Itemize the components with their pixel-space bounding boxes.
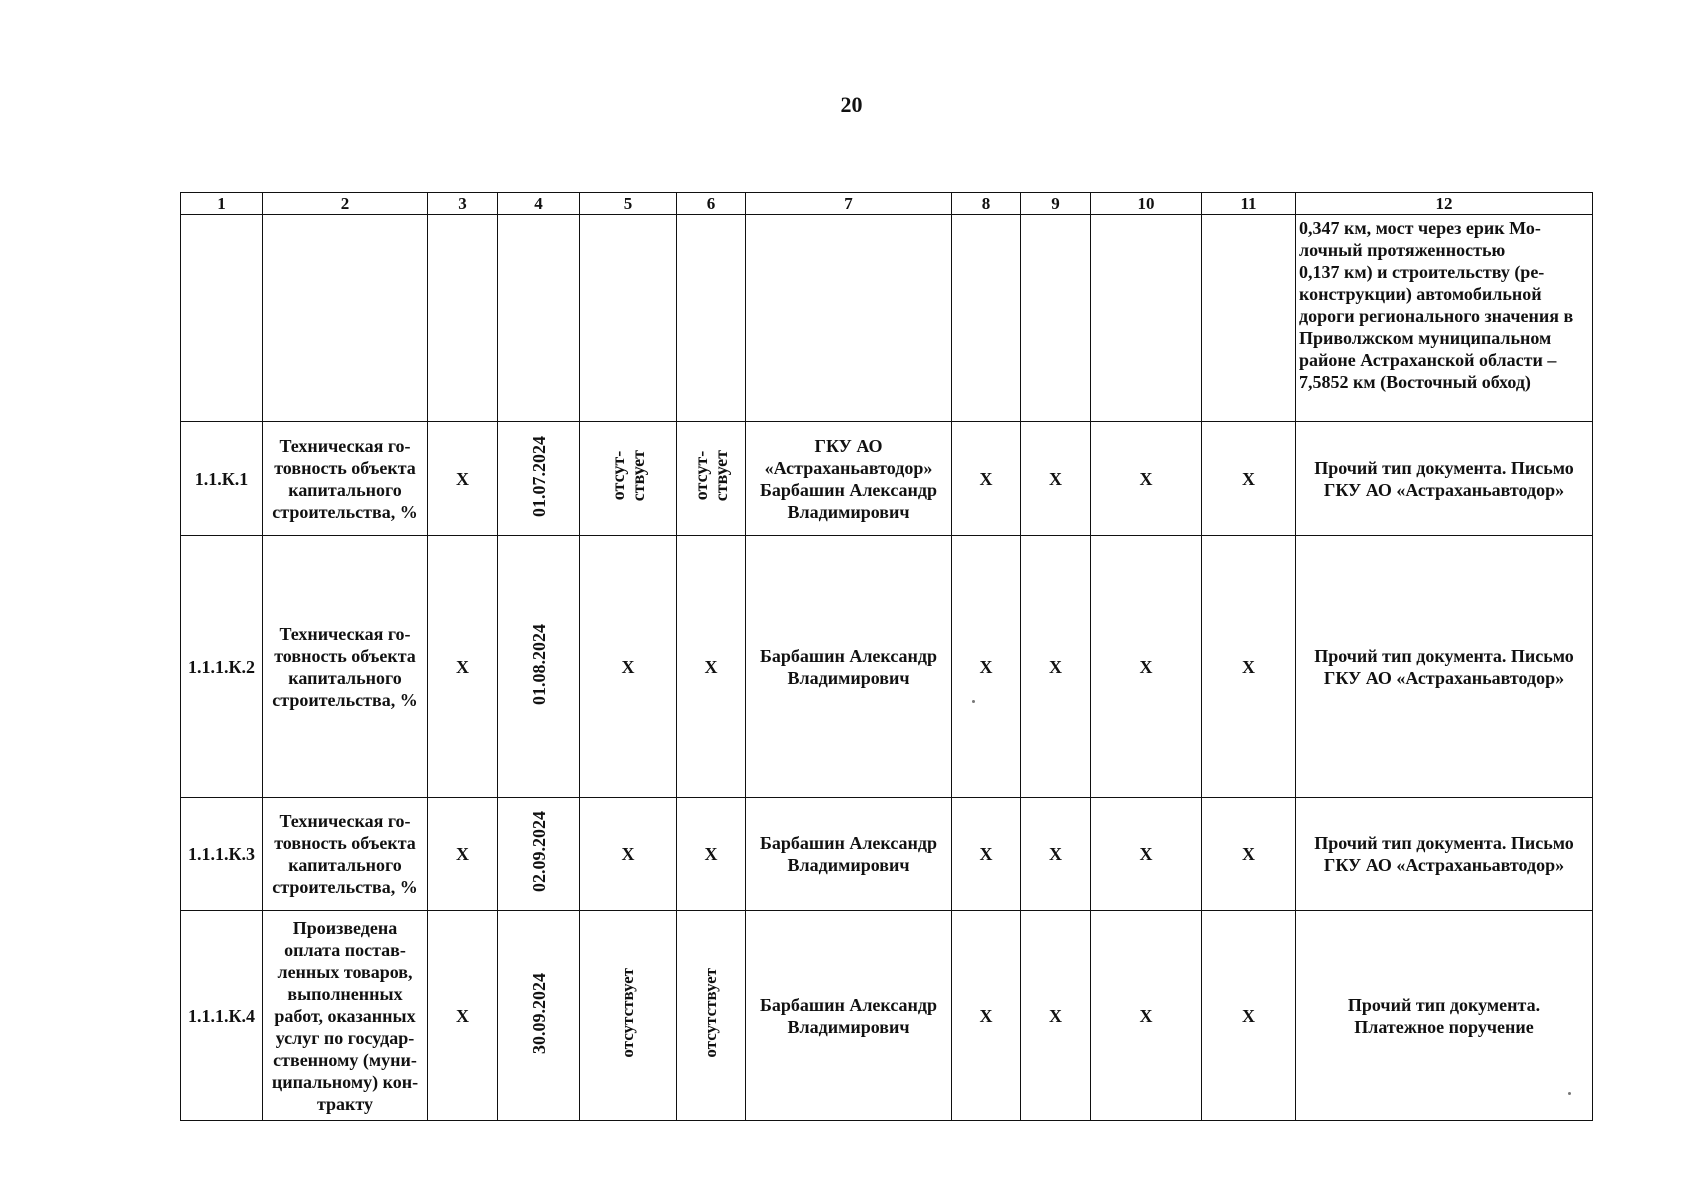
header-col-6: 6 — [677, 193, 746, 215]
cell — [428, 215, 498, 422]
col6-mark: X — [677, 798, 746, 911]
cell — [952, 215, 1021, 422]
col10-mark: X — [1091, 422, 1202, 536]
cell — [1091, 215, 1202, 422]
table-row — [181, 422, 1593, 536]
cell — [498, 215, 580, 422]
header-col-11: 11 — [1202, 193, 1296, 215]
header-col-12: 12 — [1296, 193, 1593, 215]
date-cell — [498, 798, 580, 911]
col3-mark: X — [428, 911, 498, 1121]
cell — [181, 215, 263, 422]
col11-mark: X — [1202, 798, 1296, 911]
date-cell — [498, 536, 580, 798]
col8-mark: X — [952, 911, 1021, 1121]
row-document: Прочий тип документа. Письмо ГКУ АО «Астраханьавтодор» — [1296, 536, 1593, 798]
table-row — [181, 798, 1593, 911]
row-code: 1.1.1.К.2 — [181, 536, 263, 798]
header-col-5: 5 — [580, 193, 677, 215]
row-responsible: Барбашин Александр Владимирович — [746, 911, 952, 1121]
header-col-10: 10 — [1091, 193, 1202, 215]
col5-cell — [580, 422, 677, 536]
col8-mark: X — [952, 422, 1021, 536]
col8-mark: X — [952, 536, 1021, 798]
col3-mark: X — [428, 536, 498, 798]
col11-mark: X — [1202, 911, 1296, 1121]
header-col-7: 7 — [746, 193, 952, 215]
col9-mark: X — [1021, 798, 1091, 911]
col5-mark: X — [580, 536, 677, 798]
row-document: Прочий тип документа. Письмо ГКУ АО «Астраханьавтодор» — [1296, 422, 1593, 536]
scan-speck — [972, 700, 975, 703]
indicator-table — [180, 192, 1593, 1121]
col11-mark: X — [1202, 422, 1296, 536]
continuation-document-text: 0,347 км, мост через ерик Мо- лочный протяженностью 0,137 км) и строительству (ре- конструкции) автомобильной дороги регионального значения в Приволжском муниципальном районе Астраханской области – 7,5852 км (Восточный обход) — [1296, 215, 1593, 422]
cell — [263, 215, 428, 422]
col6-text: отсутствует — [701, 968, 720, 1058]
header-col-9: 9 — [1021, 193, 1091, 215]
continuation-row — [181, 215, 1593, 422]
col6-cell — [677, 911, 746, 1121]
header-row — [181, 193, 1593, 215]
row-code: 1.1.К.1 — [181, 422, 263, 536]
col11-mark: X — [1202, 536, 1296, 798]
col6-cell — [677, 422, 746, 536]
col10-mark: X — [1091, 798, 1202, 911]
col6-mark: X — [677, 536, 746, 798]
col9-mark: X — [1021, 911, 1091, 1121]
date-cell — [498, 911, 580, 1121]
row-responsible: Барбашин Александр Владимирович — [746, 536, 952, 798]
header-col-3: 3 — [428, 193, 498, 215]
row-date: 30.09.2024 — [528, 972, 549, 1054]
col9-mark: X — [1021, 536, 1091, 798]
row-document: Прочий тип документа. Письмо ГКУ АО «Астраханьавтодор» — [1296, 798, 1593, 911]
cell — [1021, 215, 1091, 422]
date-cell — [498, 422, 580, 536]
page-number: 20 — [840, 92, 863, 117]
row-code: 1.1.1.К.3 — [181, 798, 263, 911]
col3-mark: X — [428, 798, 498, 911]
row-document: Прочий тип документа. Платежное поручение — [1296, 911, 1593, 1121]
row-date: 01.07.2024 — [528, 435, 549, 517]
col5-text: отсутствует — [618, 968, 637, 1058]
row-indicator: Техническая го- товность объекта капитального строительства, % — [263, 536, 428, 798]
table-row — [181, 911, 1593, 1121]
col6-text: отсут- ствует — [691, 450, 731, 502]
row-indicator: Произведена оплата постав- ленных товаров, выполненных работ, оказанных услуг по государ- ственному (муни- ципальному) кон- тракту — [263, 911, 428, 1121]
cell — [746, 215, 952, 422]
header-col-2: 2 — [263, 193, 428, 215]
col5-mark: X — [580, 798, 677, 911]
col8-mark: X — [952, 798, 1021, 911]
row-responsible: Барбашин Александр Владимирович — [746, 798, 952, 911]
col5-cell — [580, 911, 677, 1121]
row-responsible: ГКУ АО «Астраханьавтодор» Барбашин Александр Владимирович — [746, 422, 952, 536]
col3-mark: X — [428, 422, 498, 536]
cell — [677, 215, 746, 422]
row-indicator: Техническая го- товность объекта капитального строительства, % — [263, 422, 428, 536]
row-date: 01.08.2024 — [528, 623, 549, 705]
cell — [580, 215, 677, 422]
header-col-1: 1 — [181, 193, 263, 215]
col9-mark: X — [1021, 422, 1091, 536]
row-code: 1.1.1.К.4 — [181, 911, 263, 1121]
table-row — [181, 536, 1593, 798]
col10-mark: X — [1091, 536, 1202, 798]
row-indicator: Техническая го- товность объекта капитального строительства, % — [263, 798, 428, 911]
cell — [1202, 215, 1296, 422]
scan-speck — [1568, 1092, 1571, 1095]
header-col-4: 4 — [498, 193, 580, 215]
row-date: 02.09.2024 — [528, 811, 549, 892]
col5-text: отсут- ствует — [608, 450, 648, 502]
header-col-8: 8 — [952, 193, 1021, 215]
col10-mark: X — [1091, 911, 1202, 1121]
